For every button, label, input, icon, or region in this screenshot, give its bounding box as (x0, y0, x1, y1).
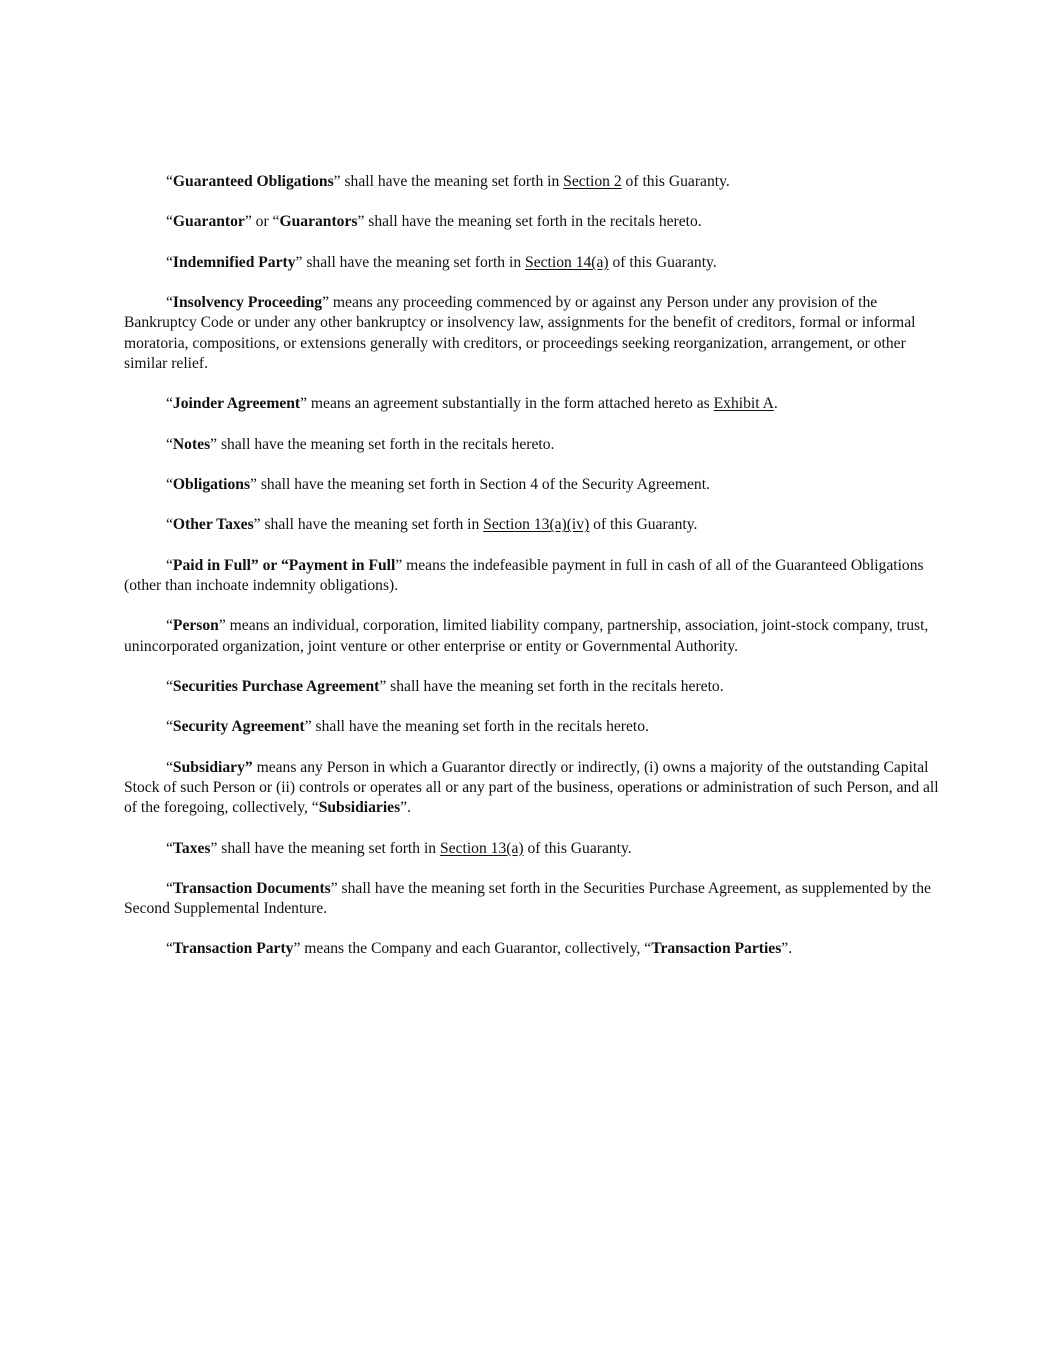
definition-text: ” means the indefeasible payment in full in cash of all of the Guaranteed Obligations (other than inchoate indemnity obligations). (124, 556, 924, 594)
defined-term: Subsidiaries (318, 799, 401, 817)
definition-text: of this Guaranty. (523, 839, 632, 857)
defined-term: Security Agreement (172, 718, 305, 736)
definition-paragraph (124, 435, 939, 455)
definition-text: “ (166, 940, 173, 958)
definition-text: ” shall have the meaning set forth in (253, 516, 484, 534)
defined-term: Joinder Agreement (172, 395, 301, 413)
definition-paragraph (124, 879, 939, 919)
definition-text: “ (166, 677, 173, 695)
defined-term: Obligations (172, 475, 251, 493)
definition-paragraph (124, 293, 939, 374)
definition-text: “ (166, 475, 173, 493)
cross-reference: Section 13(a) (440, 839, 524, 857)
definition-text: ” means the Company and each Guarantor, collectively, “ (293, 940, 652, 958)
definition-text: ” shall have the meaning set forth in the Securities Purchase Agreement, as supplemented by the Second Supplemental Indenture. (124, 879, 931, 918)
definition-text: “ (166, 213, 173, 231)
definition-text: ” shall have the meaning set forth in (333, 173, 564, 190)
definition-paragraph (124, 717, 939, 737)
definition-paragraph (124, 394, 939, 414)
definition-text: “ (166, 294, 173, 312)
definition-text: ” shall have the meaning set forth in the recitals hereto. (210, 435, 555, 453)
definition-paragraph (124, 212, 939, 232)
definition-text: of this Guaranty. (621, 173, 730, 190)
definitions-list (124, 172, 939, 960)
definition-text: ” means any proceeding commenced by or against any Person under any provision of the Bankruptcy Code or under any other bankruptcy or insolvency law, assignments for the benefit of creditors, formal or informal moratoria, compositions, or extensions generally with creditors, or proceedings seeking reorganization, arrangement, or other similar relief. (124, 294, 916, 372)
definition-text: “ (166, 253, 173, 271)
definition-paragraph (124, 839, 939, 859)
definition-text: “ (166, 839, 173, 857)
definition-text: ” shall have the meaning set forth in Section 4 of the Security Agreement. (250, 475, 710, 493)
definition-text: of this Guaranty. (608, 253, 717, 271)
definition-text: ” or “ (244, 213, 280, 231)
defined-term: Guaranteed Obligations (172, 173, 334, 190)
definition-paragraph (124, 677, 939, 697)
definition-paragraph (124, 758, 939, 819)
defined-term: Other Taxes (172, 516, 254, 534)
definition-text: “ (166, 617, 173, 635)
definition-paragraph (124, 939, 939, 959)
defined-term: Guarantors (279, 213, 358, 231)
definition-text: ” shall have the meaning set forth in the recitals hereto. (357, 213, 702, 231)
definition-paragraph (124, 172, 939, 192)
definition-paragraph (124, 515, 939, 535)
defined-term: Taxes (172, 839, 211, 857)
defined-term: Transaction Party (172, 940, 294, 958)
cross-reference: Exhibit A (713, 395, 774, 413)
definition-text: ”. (400, 799, 411, 817)
cross-reference: Section 14(a) (525, 253, 609, 271)
defined-term: Transaction Parties (651, 940, 782, 958)
definition-paragraph (124, 556, 939, 596)
definition-text: “ (166, 879, 173, 897)
definition-text: “ (166, 758, 173, 776)
definition-paragraph (124, 475, 939, 495)
cross-reference: Section 2 (563, 173, 622, 190)
defined-term: Insolvency Proceeding (172, 294, 323, 312)
definition-text: “ (166, 556, 173, 574)
defined-term: Guarantor (172, 213, 245, 231)
definition-text: means any Person in which a Guarantor directly or indirectly, (i) owns a majority of the outstanding Capital Stock of such Person or (ii) controls or operates all or any part of the business, operations or administration of such Person, and all of the foregoing, collectively, “ (124, 758, 939, 817)
definition-text: ” shall have the meaning set forth in (295, 253, 526, 271)
definition-text: ” shall have the meaning set forth in the recitals hereto. (304, 718, 649, 736)
defined-term: Notes (172, 435, 211, 453)
defined-term: Paid in Full” or “Payment in Full (172, 556, 396, 574)
definition-text: “ (166, 395, 173, 413)
definition-text: ” shall have the meaning set forth in (210, 839, 440, 857)
defined-term: Subsidiary” (172, 758, 253, 776)
cross-reference: Section 13(a)(iv) (483, 516, 590, 534)
definition-text: ” means an individual, corporation, limited liability company, partnership, association, joint-stock company, trust, unincorporated organization, joint venture or other enterprise or entity or Governmental Authority. (124, 617, 929, 655)
definition-text: ” shall have the meaning set forth in the recitals hereto. (379, 677, 724, 695)
definition-paragraph (124, 616, 939, 656)
defined-term: Securities Purchase Agreement (172, 677, 380, 695)
definition-text: . (773, 395, 778, 413)
definition-text: “ (166, 718, 173, 736)
definition-text: ” means an agreement substantially in the form attached hereto as (300, 395, 714, 413)
defined-term: Indemnified Party (172, 253, 296, 271)
definition-paragraph (124, 253, 939, 273)
definition-text: “ (166, 435, 173, 453)
definition-text: of this Guaranty. (589, 516, 698, 534)
defined-term: Person (172, 617, 219, 635)
document-page (124, 172, 939, 980)
definition-text: ”. (781, 940, 793, 958)
defined-term: Transaction Documents (172, 879, 331, 897)
definition-text: “ (166, 173, 173, 190)
definition-text: “ (166, 516, 173, 534)
